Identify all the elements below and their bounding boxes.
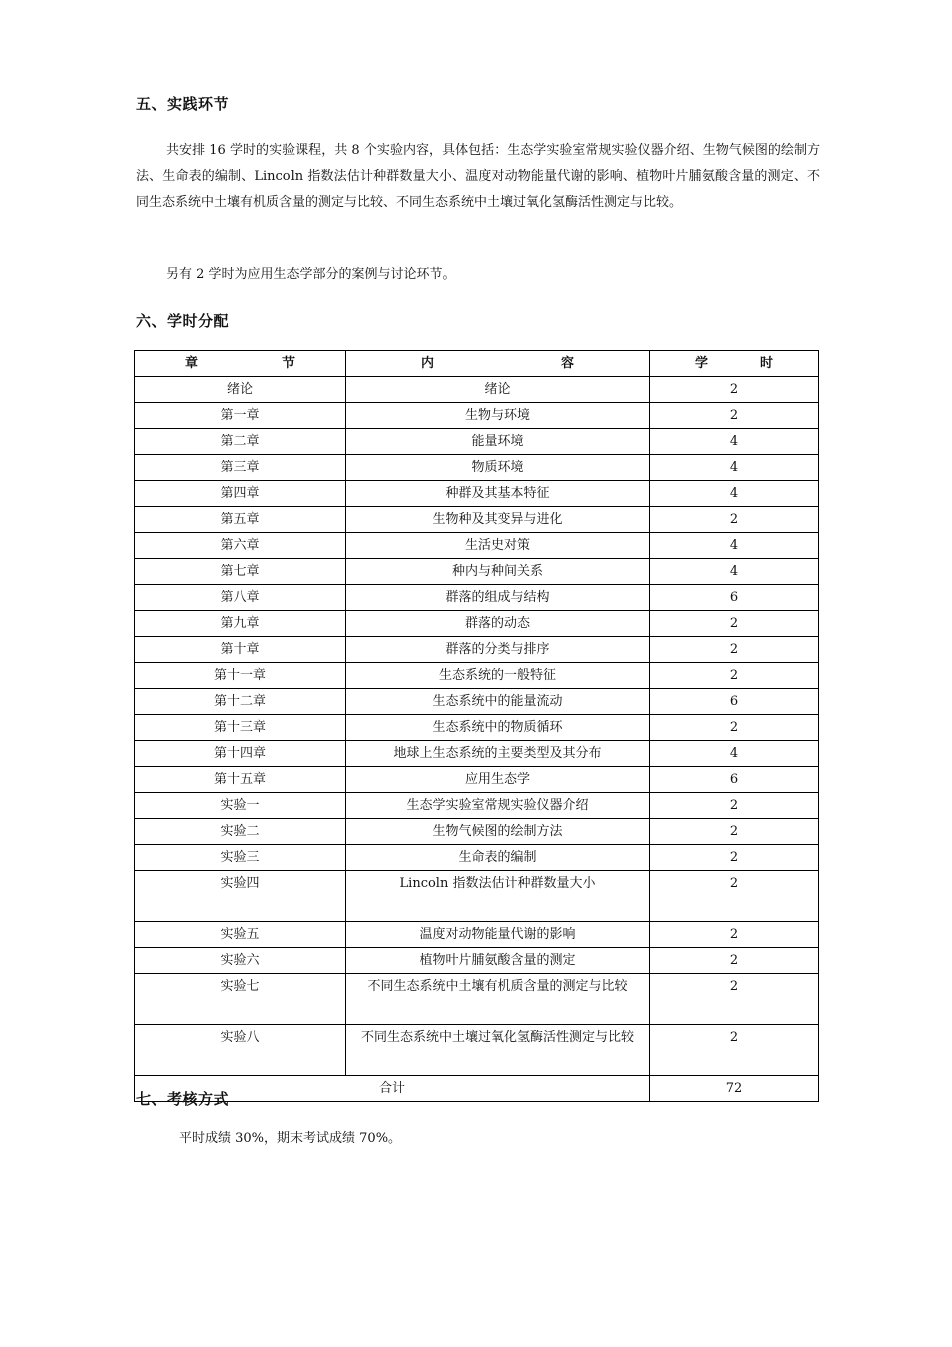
chapter-cell: 第十三章	[135, 715, 346, 741]
hours-cell: 4	[650, 481, 819, 507]
content-cell: 生态系统中的物质循环	[346, 715, 650, 741]
table-row	[135, 637, 819, 663]
content-cell: 温度对动物能量代谢的影响	[346, 922, 650, 948]
hours-cell: 4	[650, 429, 819, 455]
hours-cell: 2	[650, 663, 819, 689]
chapter-cell: 实验六	[135, 948, 346, 974]
hours-cell: 2	[650, 715, 819, 741]
content-cell: 群落的组成与结构	[346, 585, 650, 611]
chapter-cell: 第十二章	[135, 689, 346, 715]
content-cell: 物质环境	[346, 455, 650, 481]
content-cell: 不同生态系统中土壤有机质含量的测定与比较	[346, 974, 650, 1025]
chapter-cell: 第一章	[135, 403, 346, 429]
hours-cell: 4	[650, 455, 819, 481]
content-cell: 生活史对策	[346, 533, 650, 559]
total-label: 合计	[135, 1076, 650, 1102]
content-cell: 植物叶片脯氨酸含量的测定	[346, 948, 650, 974]
hours-cell: 2	[650, 974, 819, 1025]
practice-paragraph: 共安排 16 学时的实验课程，共 8 个实验内容，具体包括：生态学实验室常规实验仪器介绍、生物气候图的绘制方法、生命表的编制、Lincoln 指数法估计种群数量大小、温度对动物能量代谢的影响、植物叶片脯氨酸含量的测定、不同生态系统中土壤有机质含量的测定与比较、不同生态系统中土壤过氧化氢酶活性测定与比较。	[136, 143, 820, 210]
table-total-row	[135, 1076, 819, 1102]
content-cell: 生物与环境	[346, 403, 650, 429]
content-cell: 种群及其基本特征	[346, 481, 650, 507]
hours-cell: 2	[650, 403, 819, 429]
table-header-row	[135, 351, 819, 377]
hours-cell: 2	[650, 637, 819, 663]
table-row	[135, 481, 819, 507]
table-row	[135, 507, 819, 533]
content-cell: 群落的分类与排序	[346, 637, 650, 663]
table-row	[135, 377, 819, 403]
chapter-cell: 绪论	[135, 377, 346, 403]
content-cell: 生态系统的一般特征	[346, 663, 650, 689]
chapter-cell: 第九章	[135, 611, 346, 637]
table-row	[135, 429, 819, 455]
content-cell: 应用生态学	[346, 767, 650, 793]
header-chapter: 章 节	[135, 351, 346, 377]
table-row	[135, 741, 819, 767]
table-row	[135, 767, 819, 793]
table-row	[135, 715, 819, 741]
chapter-cell: 实验七	[135, 974, 346, 1025]
content-cell: 生命表的编制	[346, 845, 650, 871]
table-row	[135, 1025, 819, 1076]
table-row	[135, 585, 819, 611]
table-row	[135, 663, 819, 689]
table-row	[135, 611, 819, 637]
assessment-paragraph: 平时成绩 30%，期末考试成绩 70%。	[179, 1131, 402, 1146]
chapter-cell: 第六章	[135, 533, 346, 559]
chapter-cell: 实验二	[135, 819, 346, 845]
content-cell: 地球上生态系统的主要类型及其分布	[346, 741, 650, 767]
content-cell: 能量环境	[346, 429, 650, 455]
chapter-cell: 实验八	[135, 1025, 346, 1076]
table-row	[135, 533, 819, 559]
hours-table	[134, 350, 819, 1102]
table-row	[135, 974, 819, 1025]
chapter-cell: 第十五章	[135, 767, 346, 793]
hours-cell: 2	[650, 871, 819, 922]
table-row	[135, 819, 819, 845]
chapter-cell: 第二章	[135, 429, 346, 455]
hours-cell: 2	[650, 819, 819, 845]
total-hours: 72	[650, 1076, 819, 1102]
hours-cell: 4	[650, 741, 819, 767]
table-body	[135, 377, 819, 1076]
hours-cell: 2	[650, 922, 819, 948]
table-row	[135, 403, 819, 429]
hours-cell: 4	[650, 559, 819, 585]
hours-cell: 2	[650, 377, 819, 403]
chapter-cell: 第十章	[135, 637, 346, 663]
chapter-cell: 实验五	[135, 922, 346, 948]
hours-cell: 2	[650, 1025, 819, 1076]
section-heading-assessment: 七、考核方式	[136, 1090, 230, 1108]
chapter-cell: 实验四	[135, 871, 346, 922]
chapter-cell: 实验三	[135, 845, 346, 871]
table-row	[135, 871, 819, 922]
section-heading-practice: 五、实践环节	[136, 95, 230, 113]
table-row	[135, 689, 819, 715]
practice-extra-paragraph: 另有 2 学时为应用生态学部分的案例与讨论环节。	[166, 267, 456, 282]
content-cell: 生态学实验室常规实验仪器介绍	[346, 793, 650, 819]
table-row	[135, 845, 819, 871]
header-hours: 学 时	[650, 351, 819, 377]
table-row	[135, 948, 819, 974]
content-cell: 生物种及其变异与进化	[346, 507, 650, 533]
content-cell: 生态系统中的能量流动	[346, 689, 650, 715]
chapter-cell: 第三章	[135, 455, 346, 481]
table-row	[135, 559, 819, 585]
content-cell: 群落的动态	[346, 611, 650, 637]
content-cell: 种内与种间关系	[346, 559, 650, 585]
content-cell: 生物气候图的绘制方法	[346, 819, 650, 845]
chapter-cell: 实验一	[135, 793, 346, 819]
hours-cell: 2	[650, 611, 819, 637]
hours-cell: 2	[650, 507, 819, 533]
content-cell: Lincoln 指数法估计种群数量大小	[346, 871, 650, 922]
hours-cell: 6	[650, 767, 819, 793]
content-cell: 绪论	[346, 377, 650, 403]
chapter-cell: 第五章	[135, 507, 346, 533]
chapter-cell: 第七章	[135, 559, 346, 585]
hours-cell: 2	[650, 793, 819, 819]
table-row	[135, 922, 819, 948]
section-heading-hours: 六、学时分配	[136, 312, 230, 330]
header-content: 内 容	[346, 351, 650, 377]
hours-cell: 2	[650, 845, 819, 871]
chapter-cell: 第十一章	[135, 663, 346, 689]
hours-cell: 6	[650, 689, 819, 715]
table-row	[135, 793, 819, 819]
chapter-cell: 第八章	[135, 585, 346, 611]
hours-cell: 4	[650, 533, 819, 559]
chapter-cell: 第四章	[135, 481, 346, 507]
table-row	[135, 455, 819, 481]
hours-cell: 6	[650, 585, 819, 611]
chapter-cell: 第十四章	[135, 741, 346, 767]
content-cell: 不同生态系统中土壤过氧化氢酶活性测定与比较	[346, 1025, 650, 1076]
hours-cell: 2	[650, 948, 819, 974]
